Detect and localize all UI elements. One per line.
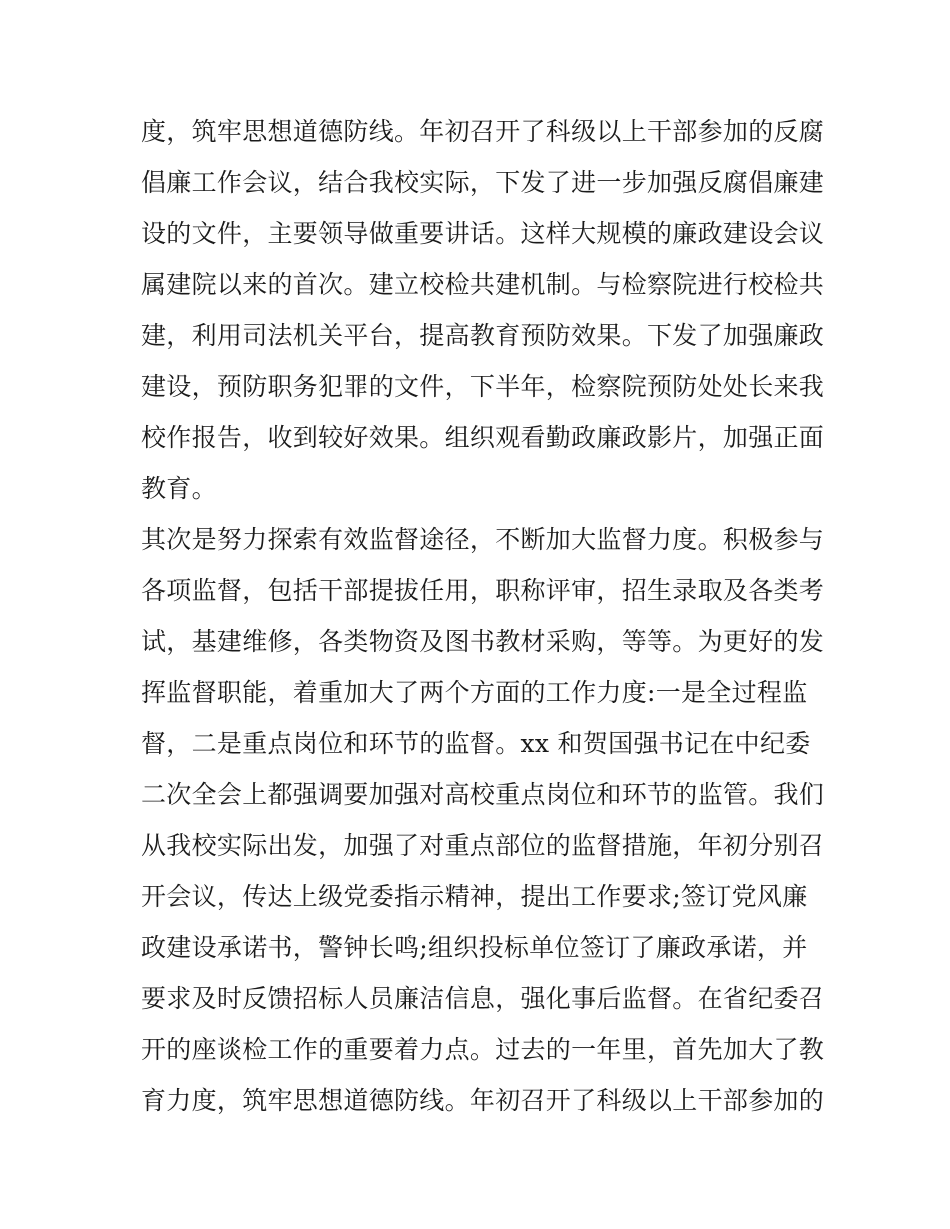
text-line: 度，筑牢思想道德防线。年初召开了科级以上干部参加的反腐 — [141, 117, 825, 146]
text-line: 督，二是重点岗位和环节的监督。xx 和贺国强书记在中纪委 — [141, 729, 811, 758]
text-line: 育力度，筑牢思想道德防线。年初召开了科级以上干部参加的 — [141, 1086, 825, 1115]
document-body-text — [141, 106, 825, 1126]
text-line: 属建院以来的首次。建立校检共建机制。与检察院进行校检共 — [141, 270, 825, 299]
text-line: 试，基建维修，各类物资及图书教材采购，等等。为更好的发 — [141, 627, 825, 656]
text-line: 设的文件，主要领导做重要讲话。这样大规模的廉政建设会议 — [141, 219, 825, 248]
text-line: 从我校实际出发，加强了对重点部位的监督措施，年初分别召 — [141, 831, 825, 860]
text-line: 教育。 — [141, 474, 217, 503]
text-line: 开会议，传达上级党委指示精神，提出工作要求;签订党风廉 — [141, 882, 808, 911]
text-line: 各项监督，包括干部提拔任用，职称评审，招生录取及各类考 — [141, 576, 825, 605]
text-line: 要求及时反馈招标人员廉洁信息，强化事后监督。在省纪委召 — [141, 984, 825, 1013]
text-line: 校作报告，收到较好效果。组织观看勤政廉政影片，加强正面 — [141, 423, 825, 452]
text-line: 开的座谈检工作的重要着力点。过去的一年里，首先加大了教 — [141, 1035, 825, 1064]
text-line: 其次是努力探索有效监督途径，不断加大监督力度。积极参与 — [141, 525, 825, 554]
text-line: 政建设承诺书，警钟长鸣;组织投标单位签订了廉政承诺，并 — [141, 933, 808, 962]
text-line: 建，利用司法机关平台，提高教育预防效果。下发了加强廉政 — [141, 321, 825, 350]
text-line: 二次全会上都强调要加强对高校重点岗位和环节的监管。我们 — [141, 780, 825, 809]
text-line: 建设，预防职务犯罪的文件，下半年，检察院预防处处长来我 — [141, 372, 825, 401]
text-line: 挥监督职能，着重加大了两个方面的工作力度:一是全过程监 — [141, 678, 808, 707]
text-line: 倡廉工作会议，结合我校实际，下发了进一步加强反腐倡廉建 — [141, 168, 825, 197]
